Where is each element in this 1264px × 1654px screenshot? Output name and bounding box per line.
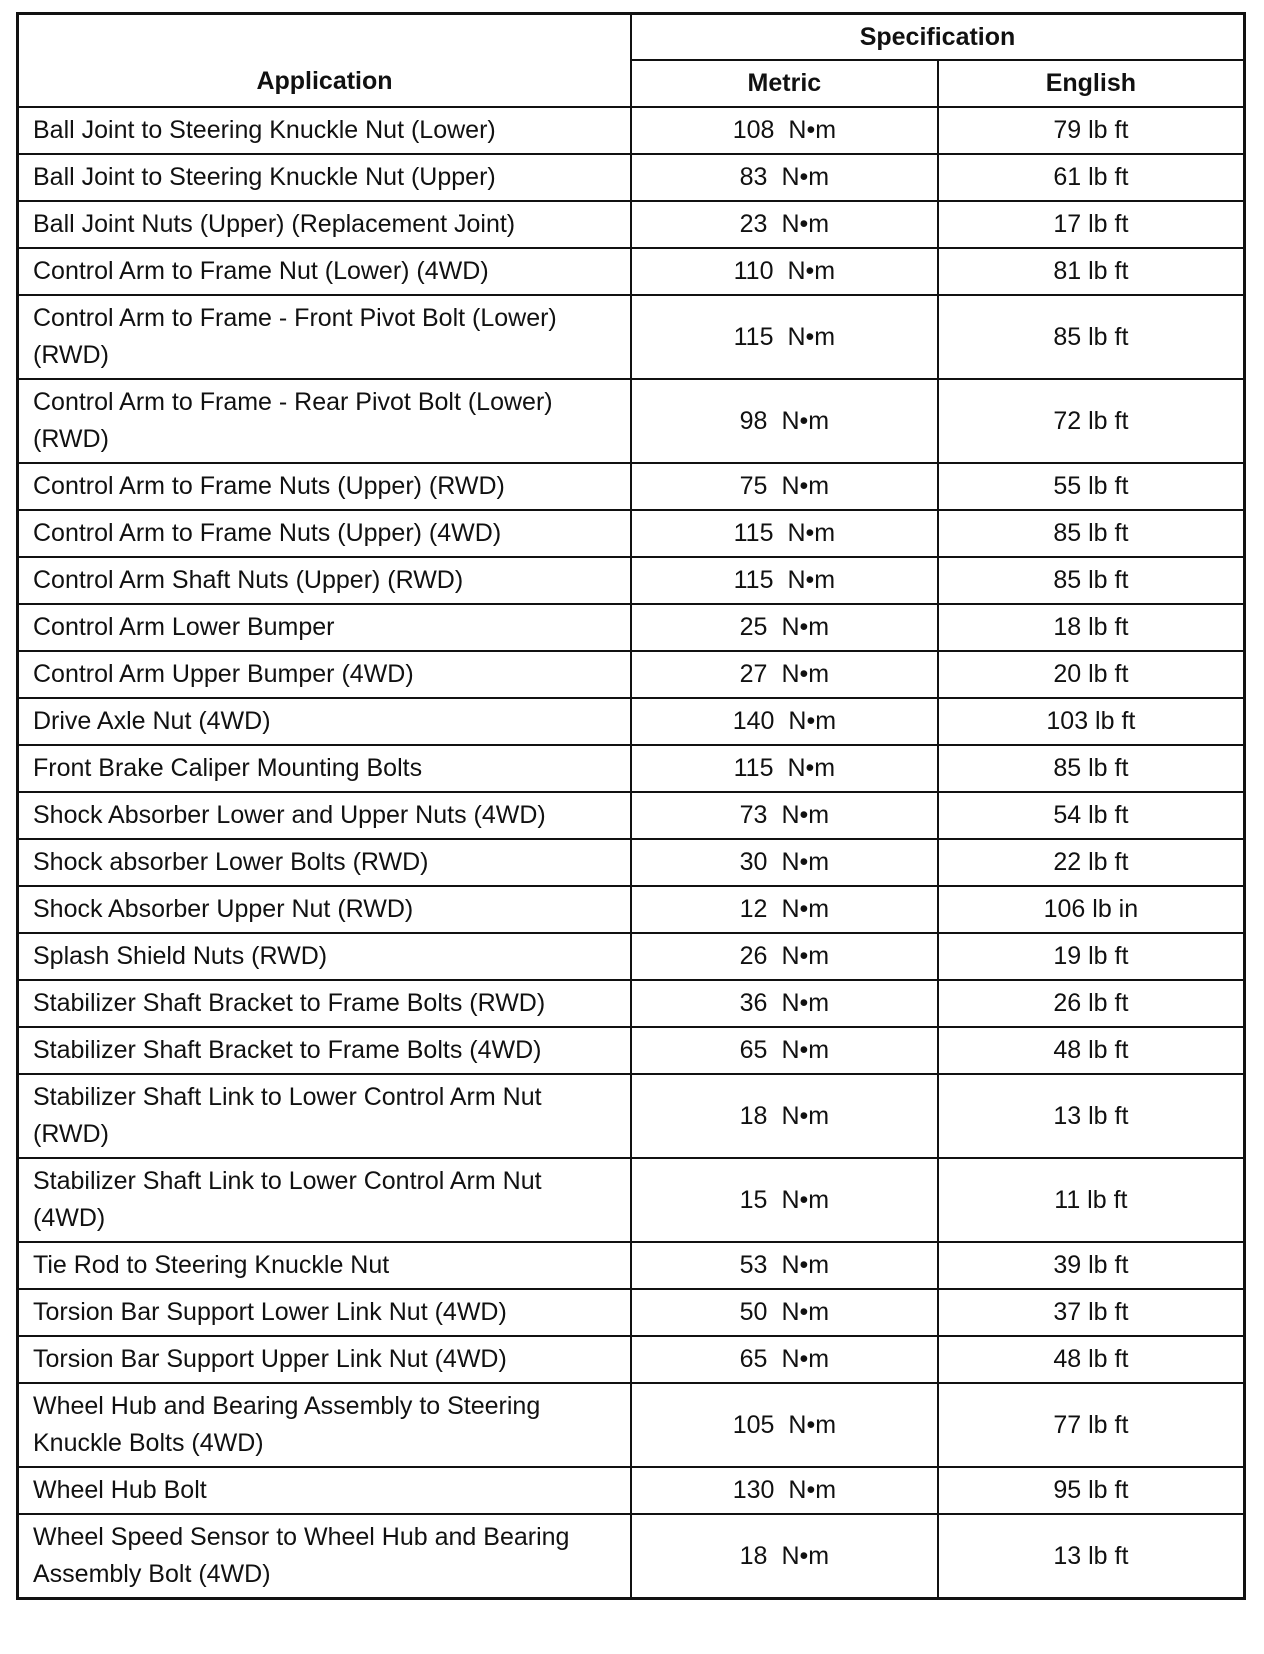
cell-metric [631,154,938,201]
metric-value: 110 [733,257,774,285]
cell-english: 39 lb ft [938,1242,1245,1289]
cell-english: 18 lb ft [938,604,1245,651]
metric-value: 18 [739,1101,768,1130]
metric-unit: N•m [781,163,830,191]
metric-unit: N•m [787,566,836,594]
table-row [18,1336,1245,1383]
cell-metric [631,698,938,745]
metric-unit: N•m [781,989,830,1017]
cell-application: Ball Joint to Steering Knuckle Nut (Upper) [18,154,632,201]
cell-english: 13 lb ft [938,1074,1245,1158]
header-english: English [938,60,1245,107]
cell-metric [631,295,938,379]
cell-metric [631,463,938,510]
cell-metric [631,1383,938,1467]
metric-unit: N•m [781,942,830,970]
metric-unit: N•m [781,1251,830,1279]
cell-english: 85 lb ft [938,557,1245,604]
table-row [18,1242,1245,1289]
metric-value: 36 [739,989,768,1017]
metric-value: 18 [739,1541,768,1570]
table-row [18,463,1245,510]
metric-value: 115 [733,754,774,782]
metric-unit: N•m [781,1036,830,1064]
cell-application: Drive Axle Nut (4WD) [18,698,632,745]
table-row [18,792,1245,839]
cell-metric [631,1242,938,1289]
table-row [18,379,1245,463]
cell-metric [631,886,938,933]
metric-value: 65 [739,1345,768,1373]
table-row [18,745,1245,792]
cell-application: Stabilizer Shaft Bracket to Frame Bolts (4WD) [18,1027,632,1074]
header-application: Application [18,14,632,108]
metric-unit: N•m [781,472,830,500]
metric-value: 130 [732,1476,775,1504]
metric-value: 30 [739,848,768,876]
header-metric: Metric [631,60,938,107]
cell-english: 11 lb ft [938,1158,1245,1242]
cell-english: 17 lb ft [938,201,1245,248]
cell-application: Control Arm to Frame Nuts (Upper) (4WD) [18,510,632,557]
cell-english: 20 lb ft [938,651,1245,698]
cell-english: 106 lb in [938,886,1245,933]
metric-value: 25 [739,613,768,641]
cell-english: 26 lb ft [938,980,1245,1027]
metric-value: 83 [739,163,768,191]
cell-english: 79 lb ft [938,107,1245,154]
metric-value: 65 [739,1036,768,1064]
table-row [18,980,1245,1027]
cell-metric [631,933,938,980]
metric-unit: N•m [781,1185,830,1214]
metric-value: 73 [739,801,768,829]
metric-unit: N•m [787,754,836,782]
metric-value: 115 [733,566,774,594]
cell-application: Wheel Speed Sensor to Wheel Hub and Bearing Assembly Bolt (4WD) [18,1514,632,1599]
cell-application: Ball Joint to Steering Knuckle Nut (Lower) [18,107,632,154]
table-row [18,510,1245,557]
table-row [18,248,1245,295]
table-header [18,14,1245,108]
table-row [18,1383,1245,1467]
cell-english: 85 lb ft [938,510,1245,557]
table-row [18,1514,1245,1599]
metric-value: 105 [732,1410,775,1439]
cell-english: 37 lb ft [938,1289,1245,1336]
cell-application: Shock Absorber Lower and Upper Nuts (4WD) [18,792,632,839]
cell-application: Ball Joint Nuts (Upper) (Replacement Joint) [18,201,632,248]
metric-value: 140 [732,707,775,735]
cell-english: 103 lb ft [938,698,1245,745]
metric-unit: N•m [781,848,830,876]
cell-english: 19 lb ft [938,933,1245,980]
metric-value: 115 [733,322,774,351]
cell-english: 85 lb ft [938,745,1245,792]
table-row [18,604,1245,651]
table-row [18,839,1245,886]
table-row [18,1289,1245,1336]
cell-metric [631,1514,938,1599]
cell-english: 77 lb ft [938,1383,1245,1467]
metric-value: 98 [739,406,768,435]
cell-metric [631,651,938,698]
cell-application: Control Arm Upper Bumper (4WD) [18,651,632,698]
cell-metric [631,1158,938,1242]
cell-metric [631,557,938,604]
cell-metric [631,1289,938,1336]
metric-unit: N•m [788,1476,837,1504]
cell-application: Wheel Hub and Bearing Assembly to Steering Knuckle Bolts (4WD) [18,1383,632,1467]
metric-unit: N•m [787,257,836,285]
cell-metric [631,1027,938,1074]
cell-metric [631,604,938,651]
cell-application: Control Arm Shaft Nuts (Upper) (RWD) [18,557,632,604]
cell-english: 48 lb ft [938,1336,1245,1383]
cell-application: Control Arm to Frame - Rear Pivot Bolt (Lower) (RWD) [18,379,632,463]
metric-unit: N•m [788,116,837,144]
metric-value: 53 [739,1251,768,1279]
metric-unit: N•m [787,322,836,351]
metric-value: 75 [739,472,768,500]
metric-unit: N•m [781,660,830,688]
cell-metric [631,980,938,1027]
cell-metric [631,379,938,463]
table-row [18,933,1245,980]
cell-application: Shock absorber Lower Bolts (RWD) [18,839,632,886]
cell-application: Torsion Bar Support Upper Link Nut (4WD) [18,1336,632,1383]
metric-value: 15 [739,1185,768,1214]
metric-unit: N•m [781,1101,830,1130]
metric-unit: N•m [788,1410,837,1439]
table-row [18,107,1245,154]
metric-value: 27 [739,660,768,688]
cell-application: Splash Shield Nuts (RWD) [18,933,632,980]
table-row [18,1467,1245,1514]
table-row [18,295,1245,379]
cell-application: Control Arm Lower Bumper [18,604,632,651]
cell-english: 72 lb ft [938,379,1245,463]
metric-unit: N•m [781,210,830,238]
torque-specification-table [16,12,1246,1600]
cell-application: Shock Absorber Upper Nut (RWD) [18,886,632,933]
cell-metric [631,107,938,154]
cell-metric [631,510,938,557]
header-specification: Specification [631,14,1245,61]
table-row [18,698,1245,745]
cell-metric [631,745,938,792]
cell-metric [631,1074,938,1158]
metric-unit: N•m [781,1345,830,1373]
cell-english: 95 lb ft [938,1467,1245,1514]
metric-value: 12 [739,895,768,923]
cell-metric [631,201,938,248]
metric-unit: N•m [781,613,830,641]
table-row [18,201,1245,248]
cell-english: 85 lb ft [938,295,1245,379]
metric-unit: N•m [781,1541,830,1570]
cell-english: 81 lb ft [938,248,1245,295]
cell-metric [631,1467,938,1514]
cell-english: 54 lb ft [938,792,1245,839]
cell-english: 61 lb ft [938,154,1245,201]
table-row [18,154,1245,201]
cell-english: 22 lb ft [938,839,1245,886]
cell-application: Wheel Hub Bolt [18,1467,632,1514]
cell-english: 13 lb ft [938,1514,1245,1599]
metric-value: 50 [739,1298,768,1326]
metric-unit: N•m [787,519,836,547]
metric-unit: N•m [781,1298,830,1326]
metric-unit: N•m [781,801,830,829]
metric-value: 26 [739,942,768,970]
metric-value: 115 [733,519,774,547]
table-row [18,886,1245,933]
metric-value: 108 [732,116,775,144]
table-row [18,557,1245,604]
cell-application: Stabilizer Shaft Link to Lower Control Arm Nut (4WD) [18,1158,632,1242]
cell-english: 48 lb ft [938,1027,1245,1074]
table-body [18,107,1245,1599]
cell-application: Stabilizer Shaft Link to Lower Control Arm Nut (RWD) [18,1074,632,1158]
cell-application: Control Arm to Frame Nuts (Upper) (RWD) [18,463,632,510]
cell-application: Front Brake Caliper Mounting Bolts [18,745,632,792]
cell-metric [631,248,938,295]
table-row [18,1074,1245,1158]
table-row [18,651,1245,698]
cell-metric [631,792,938,839]
table-row [18,1158,1245,1242]
metric-value: 23 [739,210,768,238]
cell-application: Stabilizer Shaft Bracket to Frame Bolts (RWD) [18,980,632,1027]
cell-application: Control Arm to Frame Nut (Lower) (4WD) [18,248,632,295]
cell-metric [631,1336,938,1383]
cell-application: Torsion Bar Support Lower Link Nut (4WD) [18,1289,632,1336]
metric-unit: N•m [781,406,830,435]
table-row [18,1027,1245,1074]
cell-metric [631,839,938,886]
cell-english: 55 lb ft [938,463,1245,510]
metric-unit: N•m [781,895,830,923]
cell-application: Tie Rod to Steering Knuckle Nut [18,1242,632,1289]
metric-unit: N•m [788,707,837,735]
cell-application: Control Arm to Frame - Front Pivot Bolt (Lower) (RWD) [18,295,632,379]
